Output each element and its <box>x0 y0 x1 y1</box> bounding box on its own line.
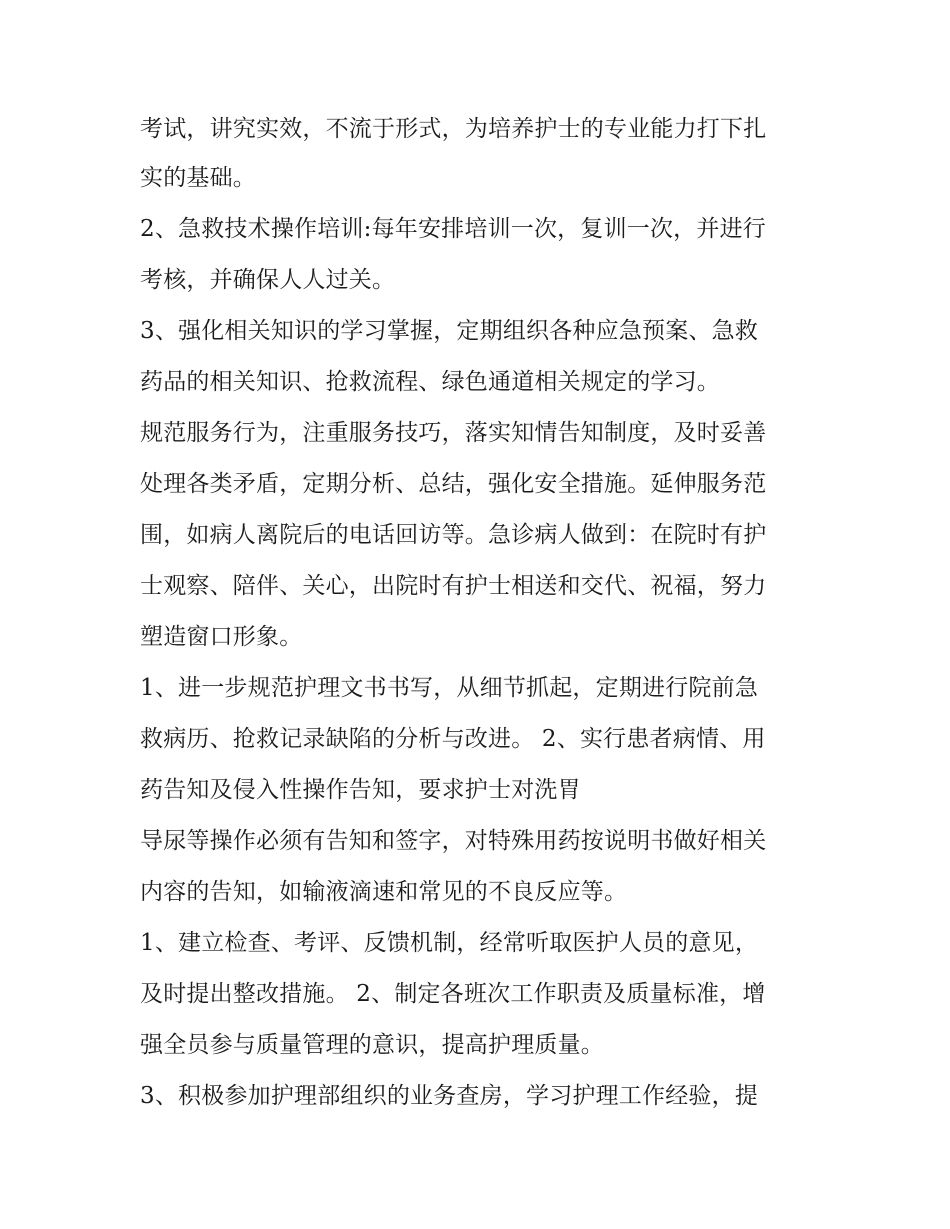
text-line: 药品的相关知识、抢救流程、绿色通道相关规定的学习。 <box>140 369 720 395</box>
text-line: 1、进一步规范护理文书书写，从细节抓起，定期进行院前急 <box>140 675 759 701</box>
text-line: 士观察、陪伴、关心，出院时有护士相送和交代、祝福，努力 <box>140 573 767 599</box>
text-line: 救病历、抢救记录缺陷的分析与改进。 2、实行患者病情、用 <box>140 726 766 752</box>
text-line: 3、积极参加护理部组织的业务查房，学习护理工作经验，提 <box>140 1083 759 1109</box>
text-line: 规范服务行为，注重服务技巧，落实知情告知制度，及时妥善 <box>140 420 767 446</box>
text-line: 药告知及侵入性操作告知，要求护士对洗胃 <box>140 777 581 803</box>
document-body <box>140 104 830 1122</box>
text-line: 考核，并确保人人过关。 <box>140 267 396 293</box>
text-line: 塑造窗口形象。 <box>140 624 303 650</box>
text-line: 围，如病人离院后的电话回访等。急诊病人做到：在院时有护 <box>140 522 767 548</box>
text-line: 内容的告知，如输液滴速和常见的不良反应等。 <box>140 879 628 905</box>
text-line: 2、急救技术操作培训:每年安排培训一次，复训一次，并进行 <box>140 216 766 242</box>
text-line: 导尿等操作必须有告知和签字，对特殊用药按说明书做好相关 <box>140 828 767 854</box>
text-line: 考试，讲究实效，不流于形式，为培养护士的专业能力打下扎 <box>140 116 767 142</box>
text-line: 实的基础。 <box>140 165 256 191</box>
text-line: 处理各类矛盾，定期分析、总结，强化安全措施。延伸服务范 <box>140 471 767 497</box>
text-line: 强全员参与质量管理的意识，提高护理质量。 <box>140 1032 604 1058</box>
text-line: 1、建立检查、考评、反馈机制，经常听取医护人员的意见， <box>140 930 759 956</box>
text-line: 及时提出整改措施。 2、制定各班次工作职责及质量标准，增 <box>140 981 766 1007</box>
text-line: 3、强化相关知识的学习掌握，定期组织各种应急预案、急救 <box>140 318 759 344</box>
